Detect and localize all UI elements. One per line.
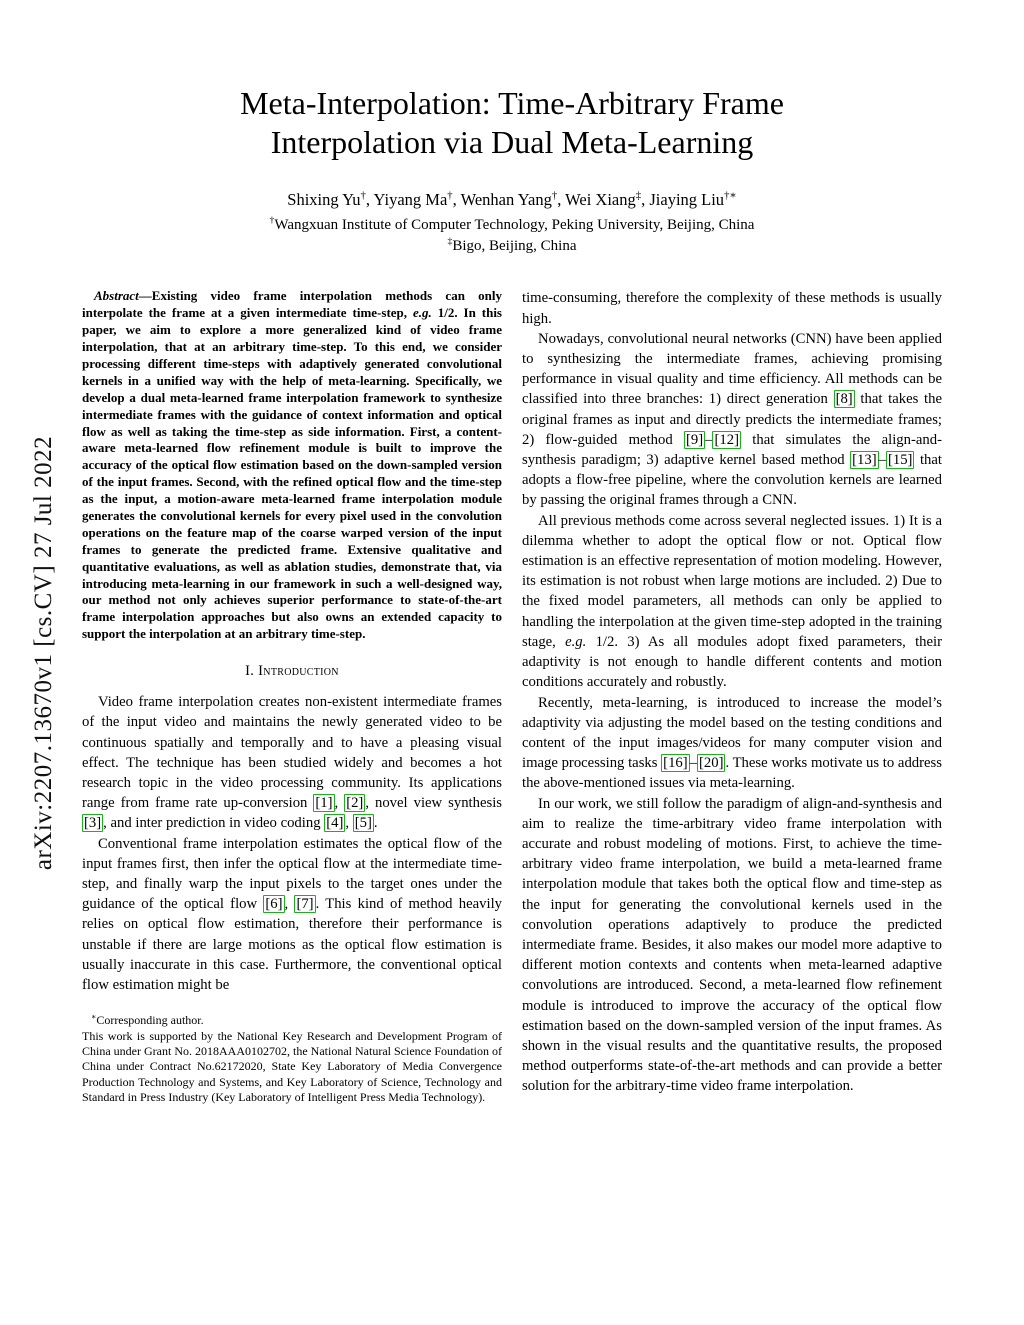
paper-title bbox=[82, 84, 942, 162]
paragraph: Conventional frame interpolation estimates the optical flow of the input frames first, then infer the optical flow at the intermediate time-step, and finally warp the input pixels to the target ones under the guidance of the optical flow [6] , [7] . This kind of method heavily relies on optical flow estimation, therefore their performance is unstable if there are large motions as the optical flow estimation is usually inaccurate in this case. Furthermore, the conventional optical flow estimation might be bbox=[82, 835, 503, 993]
authors-line: Shixing Yu†, Yiyang Ma†, Wenhan Yang†, Wei Xiang‡, Jiaying Liu†∗ bbox=[287, 189, 737, 210]
superscript-mark: † bbox=[360, 189, 366, 202]
left-column bbox=[82, 288, 502, 1105]
affiliation-1: †Wangxuan Institute of Computer Technology, Peking University, Beijing, China bbox=[269, 215, 755, 234]
citation-link[interactable]: [2] bbox=[346, 795, 364, 812]
superscript-mark: †∗ bbox=[724, 189, 737, 202]
citation-link[interactable]: [13] bbox=[852, 452, 877, 469]
abstract: Abstract—Existing video frame interpolation methods can only interpolate the frame at a given intermediate time-step, e.g. 1/2. In this paper, we aim to explore a more generalized kind of video frame interpolation, that at an arbitrary time-step. To this end, we consider processing different time-steps with adaptively generated convolutional kernels in a unified way with the help of meta-learning. Specifically, we develop a dual meta-learned frame interpolation framework to synthesize intermediate frames with the guidance of context information and optical flow as well as taking the time-step as side information. First, a content-aware meta-learned flow refinement module is built to improve the accuracy of the optical flow estimation based on the down-sampled version of the input frames. Second, with the refined optical flow and the time-step as the input, a motion-aware meta-learned frame interpolation module generates the convolutional kernels for every pixel used in the convolution operations on the feature map of the coarse warped version of the input frames to generate the predicted frame. Extensive qualitative and quantitative evaluations, as well as ablation studies, demonstrate that, via introducing meta-learning in our framework in such a well-designed way, our method not only achieves superior performance to state-of-the-art frame interpolation approaches but also owns an extended capacity to support the interpolation at an arbitrary time-step. bbox=[82, 288, 502, 642]
citation-link[interactable]: [20] bbox=[699, 755, 724, 772]
introduction-paragraphs-right bbox=[522, 288, 942, 1096]
right-column bbox=[522, 288, 942, 1105]
paragraph: time-consuming, therefore the complexity of these methods is usually high. bbox=[522, 290, 942, 327]
citation-link[interactable]: [12] bbox=[714, 431, 739, 448]
citation-link[interactable]: [6] bbox=[265, 896, 283, 913]
citation-link[interactable]: [7] bbox=[296, 896, 314, 913]
citation-link[interactable]: [1] bbox=[315, 795, 333, 812]
superscript-mark: † bbox=[269, 215, 275, 227]
section-heading-introduction bbox=[82, 663, 502, 680]
arxiv-watermark: arXiv:2207.13670v1 [cs.CV] 27 Jul 2022 bbox=[30, 435, 57, 871]
two-column-body bbox=[82, 288, 942, 1105]
citation-link[interactable]: [15] bbox=[887, 452, 913, 469]
corresponding-author-note: ∗Corresponding author. bbox=[91, 1012, 204, 1028]
superscript-mark: † bbox=[447, 189, 453, 202]
paragraph: All previous methods come across several neglected issues. 1) It is a dilemma whether to adopt the optical flow or not. Optical flow estimation is an effective representation of motion modeling. However, its estimation is not robust when large motions are included. 2) Due to the fixed model parameters, all methods can only be applied to handling the interpolation at the given time-step adopted in the training stage, e.g. 1/2. 3) As all modules adopt fixed parameters, their adaptivity is not enough to handle different contents and motion conditions accurately and robustly. bbox=[522, 512, 942, 691]
citation-link[interactable]: [9] bbox=[686, 431, 704, 448]
superscript-mark: ∗ bbox=[91, 1012, 97, 1022]
citation-link[interactable]: [8] bbox=[835, 391, 853, 408]
citation-link[interactable]: [3] bbox=[84, 815, 102, 832]
introduction-paragraphs-left bbox=[82, 692, 502, 995]
funding-note: This work is supported by the National Key Research and Development Program of China under Grant No. 2018AAA0102702, the National Natural Science Foundation of China under Contract No.62172020, State Key Laboratory of Media Convergence Production Technology and Systems, and Key Laboratory of Science, Technology and Standard in Press Industry (Key Laboratory of Intelligent Press Media Technology). bbox=[82, 1028, 502, 1104]
superscript-mark: ‡ bbox=[447, 235, 453, 247]
paragraph: In our work, we still follow the paradigm of align-and-synthesis and aim to realize the time-arbitrary video frame interpolation with accurate and robust modeling of motions. First, to achieve the time-arbitrary video frame interpolation, we build a meta-learned frame interpolation module that takes both the optical flow and time-step as the input for generating the convolutional kernels used in the convolution operations adaptively to produce the predicted intermediate frame. Besides, it also makes our model more adaptive to different motion contexts and contents when meta-learned adaptive convolutions are introduced. Second, a meta-learned flow refinement module is introduced to improve the accuracy of the optical flow estimation based on the down-sampled version of the input frames. As shown in the visual results and the quantitative results, the proposed method outperforms state-of-the-art methods and can provide a better solution for the arbitrary-time video frame interpolation. bbox=[522, 795, 942, 1095]
section-number: I. bbox=[245, 663, 255, 680]
section-title: Introduction bbox=[258, 663, 339, 680]
footnote bbox=[82, 1013, 502, 1105]
citation-link[interactable]: [5] bbox=[354, 815, 372, 832]
italic-text: e.g. bbox=[412, 305, 432, 321]
abstract-label: Abstract bbox=[94, 288, 139, 304]
superscript-mark: † bbox=[551, 189, 558, 202]
superscript-mark: ‡ bbox=[635, 189, 642, 202]
affiliation-2: ‡Bigo, Beijing, China bbox=[447, 235, 577, 254]
paragraph: Recently, meta-learning, is introduced to increase the model’s adaptivity via adjusting the model based on the testing conditions and content of the input images/videos for many computer vision and image processing tasks [16] – [20] . These works motivate us to address the above-mentioned issues via meta-learning. bbox=[522, 694, 942, 792]
citation-link[interactable]: [4] bbox=[326, 815, 344, 832]
paragraph: Video frame interpolation creates non-existent intermediate frames of the input video and maintains the newly generated video to be continuous spatially and temporally and to have a pleasing visual effect. The technique has been studied widely and becomes a hot research topic in the video processing community. Its applications range from frame rate up-conversion [1] , [2] , novel view synthesis [3] , and inter prediction in video coding [4] , [5] . bbox=[82, 694, 502, 832]
citation-link[interactable]: [16] bbox=[663, 755, 688, 772]
italic-text: e.g. bbox=[565, 633, 587, 650]
paragraph: Nowadays, convolutional neural networks (CNN) have been applied to synthesizing the intermediate frames, achieving promising performance in visual quality and time efficiency. All methods can be classified into three branches: 1) direct generation [8] that takes the original frames as input and directly predicts the intermediate frames; 2) flow-guided method [9] – [12] that simulates the align-and-synthesis paradigm; 3) adaptive kernel based method [13] – [15] that adopts a flow-free pipeline, where the convolution kernels are learned by passing the original frames through a CNN. bbox=[522, 330, 942, 509]
paper-title-line-1: Meta-Interpolation: Time-Arbitrary Frame bbox=[240, 85, 784, 121]
paper-title-line-2: Interpolation via Dual Meta-Learning bbox=[270, 124, 754, 161]
